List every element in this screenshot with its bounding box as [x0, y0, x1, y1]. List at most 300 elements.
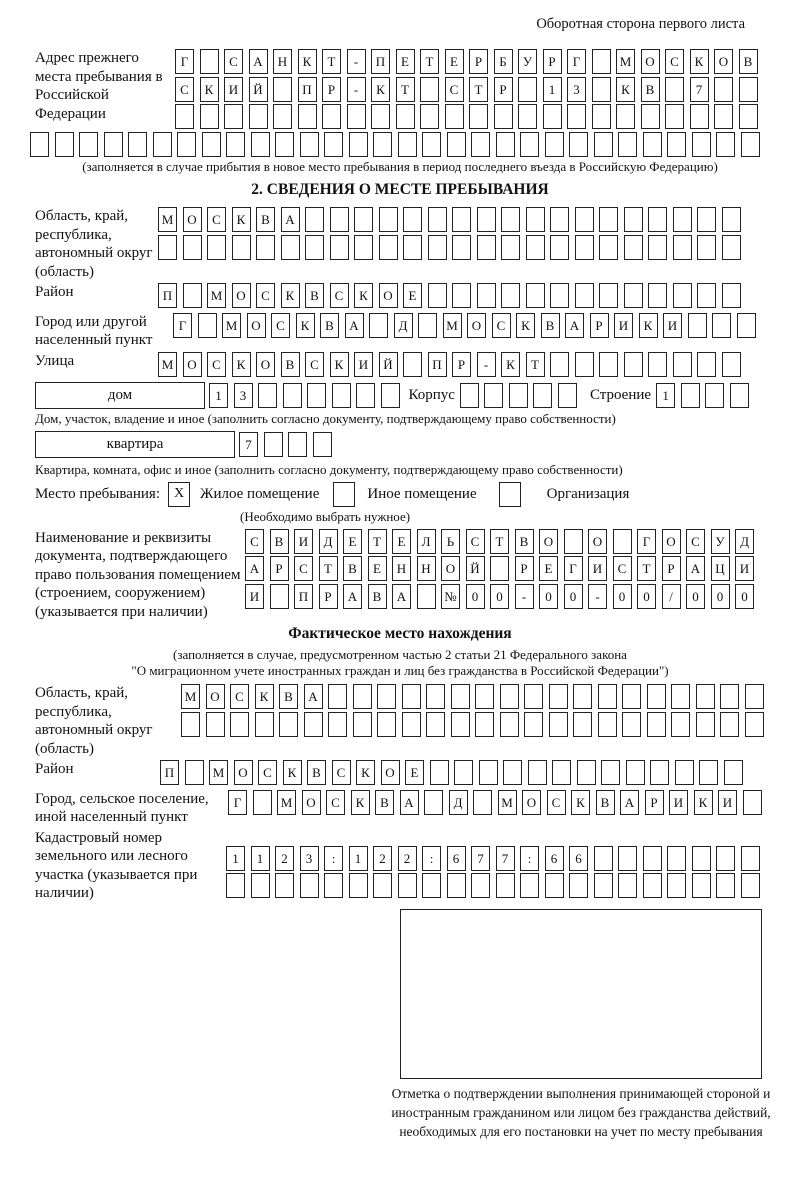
- street-row[interactable]: [158, 352, 741, 377]
- form-cell: [722, 283, 741, 308]
- form-cell: 7: [496, 846, 515, 871]
- form-cell: [452, 207, 471, 232]
- form-cell: [377, 712, 396, 737]
- prev-address-row-4[interactable]: [30, 132, 765, 157]
- form-cell: К: [690, 49, 709, 74]
- form-cell: [422, 873, 441, 898]
- region-row-1[interactable]: [158, 207, 741, 232]
- form-cell: О: [232, 283, 251, 308]
- form-cell: [305, 207, 324, 232]
- form-cell: [451, 712, 470, 737]
- cadastre-field: [35, 829, 765, 903]
- form-cell: [270, 584, 289, 609]
- form-cell: Р: [543, 49, 562, 74]
- form-cell: [673, 283, 692, 308]
- apartment-cells[interactable]: [239, 432, 332, 457]
- form-cell: [643, 873, 662, 898]
- form-cell: [128, 132, 147, 157]
- form-cell: [626, 760, 645, 785]
- form-cell: К: [516, 313, 535, 338]
- form-cell: [665, 104, 684, 129]
- form-cell: /: [662, 584, 681, 609]
- form-cell: М: [181, 684, 200, 709]
- form-cell: С: [445, 77, 464, 102]
- form-cell: [369, 313, 388, 338]
- form-cell: [550, 235, 569, 260]
- form-cell: В: [515, 529, 534, 554]
- form-cell: [300, 873, 319, 898]
- form-cell: 0: [613, 584, 632, 609]
- form-cell: [420, 77, 439, 102]
- form-cell: [688, 313, 707, 338]
- form-cell: Т: [490, 529, 509, 554]
- form-cell: Б: [494, 49, 513, 74]
- form-cell: [526, 207, 545, 232]
- korpus-label: Корпус: [408, 386, 455, 403]
- form-cell: И: [663, 313, 682, 338]
- house-row: [35, 382, 765, 409]
- form-cell: 0: [466, 584, 485, 609]
- form-cell: [373, 873, 392, 898]
- form-cell: 7: [690, 77, 709, 102]
- form-cell: [281, 235, 300, 260]
- form-cell: Т: [396, 77, 415, 102]
- form-cell: 0: [637, 584, 656, 609]
- actual-district-field: [35, 760, 765, 788]
- street-field: [35, 352, 765, 380]
- form-cell: [371, 104, 390, 129]
- form-cell: [206, 712, 225, 737]
- form-cell: [690, 104, 709, 129]
- form-cell: [524, 684, 543, 709]
- form-cell: [618, 132, 637, 157]
- stamp-caption: Отметка о подтверждении выполнения принимающей стороной и иностранным гражданином или лицом без гражданства действий, необходимых для его постановки на учет по месту пребывания: [391, 1085, 771, 1139]
- form-cell: [650, 760, 669, 785]
- form-cell: С: [613, 556, 632, 581]
- form-cell: [624, 235, 643, 260]
- form-cell: [520, 873, 539, 898]
- option-zhiloe-label: Жилое помещение: [200, 485, 320, 502]
- form-cell: К: [571, 790, 590, 815]
- form-cell: [424, 790, 443, 815]
- form-cell: [353, 684, 372, 709]
- form-cell: [224, 104, 243, 129]
- form-cell: С: [305, 352, 324, 377]
- form-cell: [564, 529, 583, 554]
- form-cell: Р: [469, 49, 488, 74]
- form-cell: [420, 104, 439, 129]
- form-cell: [697, 283, 716, 308]
- form-cell: [716, 873, 735, 898]
- form-cell: П: [428, 352, 447, 377]
- form-cell: [501, 207, 520, 232]
- form-cell: [300, 132, 319, 157]
- form-cell: [696, 684, 715, 709]
- form-cell: [185, 760, 204, 785]
- form-cell: [324, 873, 343, 898]
- form-cell: [509, 383, 528, 408]
- form-cell: [494, 104, 513, 129]
- form-cell: [528, 760, 547, 785]
- form-cell: [501, 235, 520, 260]
- stamp-box: [400, 909, 762, 1079]
- form-cell: [741, 132, 760, 157]
- form-cell: Е: [368, 556, 387, 581]
- form-cell: :: [520, 846, 539, 871]
- form-cell: :: [324, 846, 343, 871]
- form-cell: К: [694, 790, 713, 815]
- option-inoe-label: Иное помещение: [367, 485, 477, 502]
- form-cell: [692, 132, 711, 157]
- actual-city-label: Город, сельское поселение, иной населенный пункт: [35, 790, 209, 826]
- form-cell: [30, 132, 49, 157]
- form-cell: [714, 77, 733, 102]
- form-cell: Р: [452, 352, 471, 377]
- form-cell: [501, 283, 520, 308]
- form-cell: П: [298, 77, 317, 102]
- form-cell: [477, 283, 496, 308]
- form-cell: П: [371, 49, 390, 74]
- form-cell: [353, 712, 372, 737]
- form-cell: М: [207, 283, 226, 308]
- form-cell: [671, 684, 690, 709]
- form-cell: [739, 77, 758, 102]
- form-cell: С: [294, 556, 313, 581]
- doc-rights-field: [35, 529, 765, 622]
- form-cell: Т: [469, 77, 488, 102]
- form-cell: [253, 790, 272, 815]
- form-cell: [648, 207, 667, 232]
- form-cell: [500, 712, 519, 737]
- form-cell: [175, 104, 194, 129]
- form-cell: [249, 104, 268, 129]
- region-label: Область, край, республика, автономный округ (область): [35, 208, 153, 280]
- form-cell: [518, 104, 537, 129]
- form-cell: 6: [447, 846, 466, 871]
- region-field: [35, 207, 765, 281]
- form-cell: [643, 132, 662, 157]
- checkbox-zhiloe[interactable]: X: [168, 482, 190, 507]
- form-cell: Н: [392, 556, 411, 581]
- form-cell: [255, 712, 274, 737]
- checkbox-org[interactable]: [499, 482, 521, 507]
- form-cell: Н: [273, 49, 292, 74]
- form-cell: [473, 790, 492, 815]
- form-cell: [741, 846, 760, 871]
- residence-type-row: [35, 482, 765, 507]
- form-cell: В: [270, 529, 289, 554]
- form-cell: С: [230, 684, 249, 709]
- actual-region-row-1[interactable]: [181, 684, 764, 709]
- form-cell: О: [183, 207, 202, 232]
- form-cell: И: [669, 790, 688, 815]
- form-cell: О: [302, 790, 321, 815]
- form-cell: [479, 760, 498, 785]
- form-cell: [618, 846, 637, 871]
- form-cell: [624, 352, 643, 377]
- form-cell: Е: [403, 283, 422, 308]
- form-cell: [550, 283, 569, 308]
- form-cell: -: [588, 584, 607, 609]
- form-cell: А: [245, 556, 264, 581]
- form-cell: [667, 846, 686, 871]
- form-cell: С: [665, 49, 684, 74]
- form-cell: [594, 846, 613, 871]
- form-cell: У: [711, 529, 730, 554]
- form-cell: Й: [379, 352, 398, 377]
- form-cell: О: [206, 684, 225, 709]
- form-cell: [251, 873, 270, 898]
- form-cell: С: [326, 790, 345, 815]
- form-cell: [624, 283, 643, 308]
- form-cell: [673, 235, 692, 260]
- form-cell: [567, 104, 586, 129]
- form-cell: [599, 235, 618, 260]
- form-cell: [356, 383, 375, 408]
- form-cell: 1: [543, 77, 562, 102]
- form-cell: [622, 712, 641, 737]
- form-cell: [575, 352, 594, 377]
- district-field: [35, 283, 765, 311]
- form-cell: М: [158, 207, 177, 232]
- form-cell: Р: [662, 556, 681, 581]
- form-cell: К: [351, 790, 370, 815]
- form-cell: Г: [567, 49, 586, 74]
- form-cell: Н: [417, 556, 436, 581]
- form-cell: [741, 873, 760, 898]
- form-cell: Л: [417, 529, 436, 554]
- form-cell: 0: [735, 584, 754, 609]
- actual-district-row[interactable]: [160, 760, 743, 785]
- form-cell: О: [256, 352, 275, 377]
- form-cell: [667, 873, 686, 898]
- form-cell: 7: [239, 432, 258, 457]
- form-cell: [328, 684, 347, 709]
- form-cell: Е: [343, 529, 362, 554]
- form-cell: [549, 684, 568, 709]
- form-cell: Й: [249, 77, 268, 102]
- form-cell: 1: [209, 383, 228, 408]
- form-cell: [667, 132, 686, 157]
- form-cell: С: [258, 760, 277, 785]
- form-cell: [426, 712, 445, 737]
- form-cell: [202, 132, 221, 157]
- form-cell: [426, 684, 445, 709]
- form-cell: [518, 77, 537, 102]
- section2-title: 2. СВЕДЕНИЯ О МЕСТЕ ПРЕБЫВАНИЯ: [251, 181, 549, 199]
- form-cell: [692, 846, 711, 871]
- form-cell: [275, 132, 294, 157]
- form-cell: [622, 684, 641, 709]
- doc-rights-row-3[interactable]: [245, 584, 754, 609]
- header-note: Оборотная сторона первого листа: [536, 16, 745, 32]
- form-cell: [469, 104, 488, 129]
- korpus-cells[interactable]: [460, 383, 577, 408]
- form-cell: И: [245, 584, 264, 609]
- apartment-caption: Квартира, комната, офис и иное (заполнить согласно документу, подтверждающему право собственности): [35, 461, 623, 477]
- form-cell: О: [641, 49, 660, 74]
- form-cell: К: [296, 313, 315, 338]
- form-cell: Р: [322, 77, 341, 102]
- prev-address-row-3[interactable]: [175, 104, 758, 129]
- form-cell: К: [281, 283, 300, 308]
- form-cell: [543, 104, 562, 129]
- form-cell: А: [343, 584, 362, 609]
- apartment-box-label: квартира: [35, 431, 235, 458]
- actual-location-caption-2: "О миграционном учете иностранных граждан и лиц без гражданства в Российской Федерации"): [131, 663, 669, 679]
- form-cell: В: [541, 313, 560, 338]
- house-caption: Дом, участок, владение и иное (заполнить согласно документу, подтверждающему право собственности): [35, 410, 616, 426]
- form-cell: [526, 235, 545, 260]
- form-cell: [183, 235, 202, 260]
- form-cell: [447, 132, 466, 157]
- form-cell: -: [347, 49, 366, 74]
- city-label: Город или другой населенный пункт: [35, 313, 153, 349]
- form-cell: В: [641, 77, 660, 102]
- form-cell: [533, 383, 552, 408]
- form-cell: В: [596, 790, 615, 815]
- form-cell: [496, 132, 515, 157]
- form-cell: [273, 104, 292, 129]
- stroenie-label: Строение: [589, 386, 652, 403]
- form-cell: Р: [270, 556, 289, 581]
- doc-rights-row-1[interactable]: [245, 529, 754, 554]
- form-cell: [398, 132, 417, 157]
- form-cell: Р: [494, 77, 513, 102]
- district-row[interactable]: [158, 283, 741, 308]
- form-cell: [577, 760, 596, 785]
- form-cell: Г: [228, 790, 247, 815]
- form-cell: 3: [300, 846, 319, 871]
- form-cell: [692, 873, 711, 898]
- form-cell: [673, 207, 692, 232]
- form-cell: С: [207, 207, 226, 232]
- prev-address-row-2[interactable]: [175, 77, 758, 102]
- form-cell: А: [400, 790, 419, 815]
- prev-address-caption: (заполняется в случае прибытия в новое место пребывания в период последнего въезда в Российскую Федерацию): [82, 159, 718, 175]
- form-cell: [616, 104, 635, 129]
- form-cell: [279, 712, 298, 737]
- form-cell: К: [232, 207, 251, 232]
- form-cell: Р: [319, 584, 338, 609]
- form-cell: О: [379, 283, 398, 308]
- stroenie-cells[interactable]: [656, 383, 749, 408]
- form-cell: [573, 712, 592, 737]
- form-cell: [722, 352, 741, 377]
- form-cell: 0: [711, 584, 730, 609]
- city-row[interactable]: [173, 313, 756, 338]
- form-cell: -: [347, 77, 366, 102]
- form-cell: К: [298, 49, 317, 74]
- form-cell: [402, 712, 421, 737]
- form-cell: [714, 104, 733, 129]
- prev-address-row-1[interactable]: [175, 49, 758, 74]
- form-cell: К: [200, 77, 219, 102]
- form-cell: [599, 283, 618, 308]
- form-cell: Е: [445, 49, 464, 74]
- form-cell: [79, 132, 98, 157]
- form-cell: В: [343, 556, 362, 581]
- form-cell: [298, 104, 317, 129]
- form-cell: Т: [526, 352, 545, 377]
- house-box-label: дом: [35, 382, 205, 409]
- form-cell: Ь: [441, 529, 460, 554]
- form-cell: [671, 712, 690, 737]
- form-cell: С: [256, 283, 275, 308]
- form-cell: С: [686, 529, 705, 554]
- form-cell: К: [283, 760, 302, 785]
- form-cell: [417, 584, 436, 609]
- actual-region-row-2[interactable]: [181, 712, 764, 737]
- region-row-2[interactable]: [158, 235, 741, 260]
- form-cell: [230, 712, 249, 737]
- form-cell: 0: [564, 584, 583, 609]
- form-cell: [496, 873, 515, 898]
- form-cell: М: [209, 760, 228, 785]
- residence-type-label: Место пребывания:: [35, 485, 160, 502]
- form-cell: [332, 383, 351, 408]
- form-cell: В: [279, 684, 298, 709]
- form-cell: [447, 873, 466, 898]
- doc-rights-row-2[interactable]: [245, 556, 754, 581]
- form-cell: 3: [234, 383, 253, 408]
- form-cell: [592, 49, 611, 74]
- form-cell: К: [330, 352, 349, 377]
- checkbox-inoe[interactable]: [333, 482, 355, 507]
- form-cell: [745, 684, 764, 709]
- form-cell: О: [539, 529, 558, 554]
- house-cells[interactable]: [209, 383, 400, 408]
- form-cell: [403, 235, 422, 260]
- form-cell: О: [381, 760, 400, 785]
- form-cell: [430, 760, 449, 785]
- form-cell: [452, 283, 471, 308]
- actual-location-title: Фактическое место нахождения: [288, 625, 512, 643]
- actual-city-row[interactable]: [228, 790, 762, 815]
- form-cell: [477, 207, 496, 232]
- form-cell: [402, 684, 421, 709]
- form-cell: 2: [398, 846, 417, 871]
- form-cell: [599, 207, 618, 232]
- form-cell: [330, 207, 349, 232]
- form-cell: [569, 132, 588, 157]
- form-cell: О: [441, 556, 460, 581]
- form-cell: [307, 383, 326, 408]
- form-cell: [697, 207, 716, 232]
- form-cell: [349, 873, 368, 898]
- form-cell: М: [443, 313, 462, 338]
- cadastre-row-2[interactable]: [226, 873, 760, 898]
- form-cell: [177, 132, 196, 157]
- form-cell: [720, 712, 739, 737]
- doc-rights-label: Наименование и реквизиты документа, подтверждающего право пользования помещением (строением, сооружением) (указывается при наличии): [35, 529, 241, 620]
- form-cell: Е: [405, 760, 424, 785]
- form-cell: [716, 132, 735, 157]
- cadastre-row-1[interactable]: [226, 846, 760, 871]
- form-cell: В: [281, 352, 300, 377]
- form-cell: [648, 352, 667, 377]
- form-cell: [305, 235, 324, 260]
- form-cell: [264, 432, 283, 457]
- form-cell: С: [330, 283, 349, 308]
- form-cell: Е: [539, 556, 558, 581]
- option-org-label: Организация: [546, 485, 630, 502]
- form-cell: К: [232, 352, 251, 377]
- form-cell: [226, 873, 245, 898]
- form-cell: [648, 283, 667, 308]
- form-cell: К: [616, 77, 635, 102]
- form-cell: [354, 207, 373, 232]
